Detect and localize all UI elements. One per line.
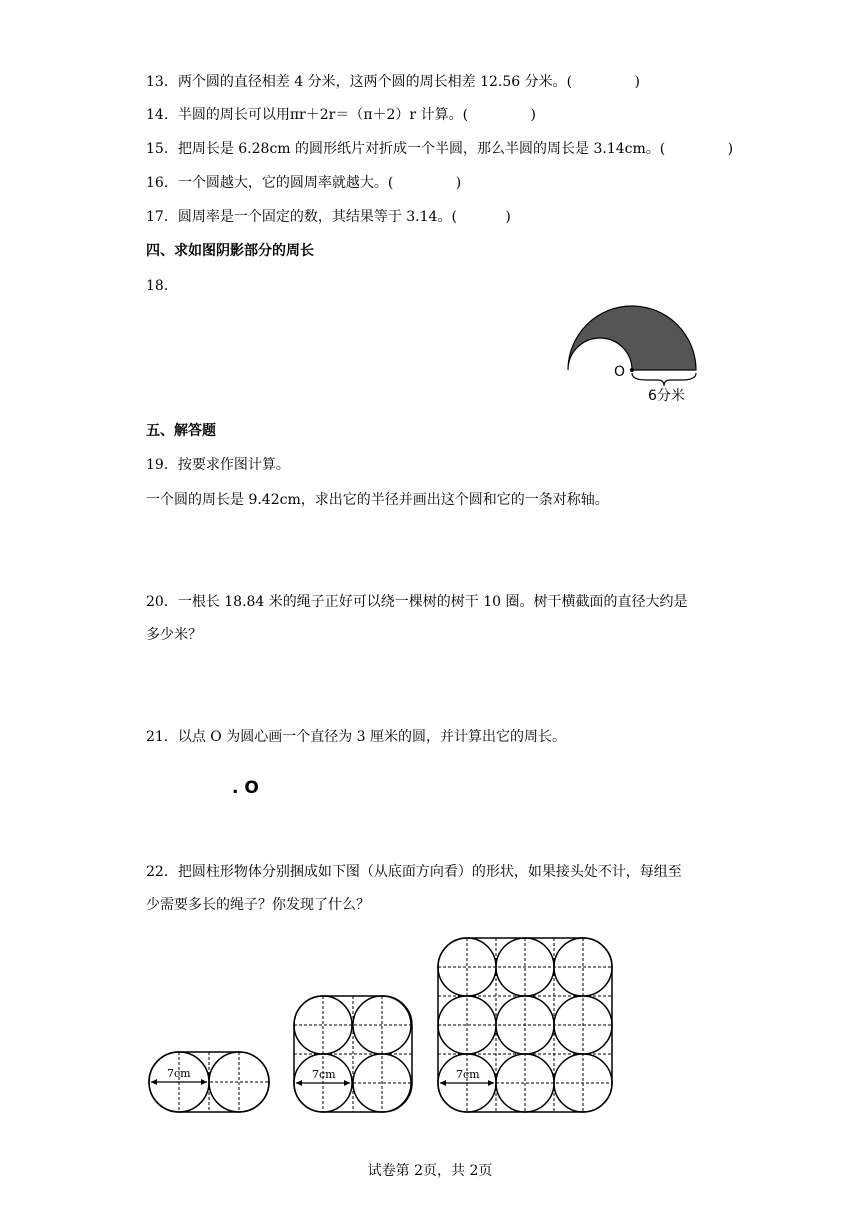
question-14: 14．半圆的周长可以用πr＋2r＝（π＋2）r 计算。( ) (146, 107, 536, 123)
diameter-label: 7cm (456, 1068, 480, 1081)
diameter-label: 7cm (167, 1067, 191, 1080)
question-20-line2: 多少米？ (146, 627, 202, 643)
question-16: 16．一个圆越大，它的圆周率就越大。( ) (146, 175, 462, 191)
question-13: 13．两个圆的直径相差 4 分米，这两个圆的周长相差 12.56 分米。( ) (146, 74, 640, 90)
question-18-number: 18． (146, 278, 178, 294)
section-5-title: 五、解答题 (146, 423, 216, 439)
radius-brace (632, 373, 696, 386)
shaded-region (568, 306, 696, 370)
question-19-title: 19．按要求作图计算。 (146, 457, 290, 473)
bundle-figure-2-circles (148, 1050, 272, 1114)
question-15: 15．把周长是 6.28cm 的圆形纸片对折成一个半圆，那么半圆的周长是 3.14cm。( ) (146, 141, 734, 157)
section-4-title: 四、求如图阴影部分的周长 (146, 243, 314, 259)
page-footer: 试卷第 2页，共 2页 (367, 1163, 493, 1179)
center-label: O (614, 364, 626, 380)
question-17: 17．圆周率是一个固定的数，其结果等于 3.14。( ) (146, 209, 511, 225)
question-22-line2: 少需要多长的绳子？你发现了什么？ (146, 897, 370, 913)
point-o: . O (232, 778, 259, 798)
radius-label: 6分米 (648, 388, 685, 404)
question-21: 21．以点 O 为圆心画一个直径为 3 厘米的圆，并计算出它的周长。 (146, 729, 566, 745)
question-19-body: 一个圆的周长是 9.42cm，求出它的半径并画出这个圆和它的一条对称轴。 (146, 492, 609, 508)
question-20-line1: 20．一根长 18.84 米的绳子正好可以绕一棵树的树干 10 圈。树干横截面的直径大约是 (146, 594, 688, 610)
diameter-label: 7cm (312, 1068, 336, 1081)
shaded-semicircle-figure (560, 300, 710, 410)
bundle-figure-9-circles (436, 936, 614, 1114)
bundle-figure-4-circles (292, 994, 414, 1114)
question-22-line1: 22．把圆柱形物体分别捆成如下图（从底面方向看）的形状，如果接头处不计，每组至 (146, 864, 682, 880)
center-point (630, 368, 634, 372)
